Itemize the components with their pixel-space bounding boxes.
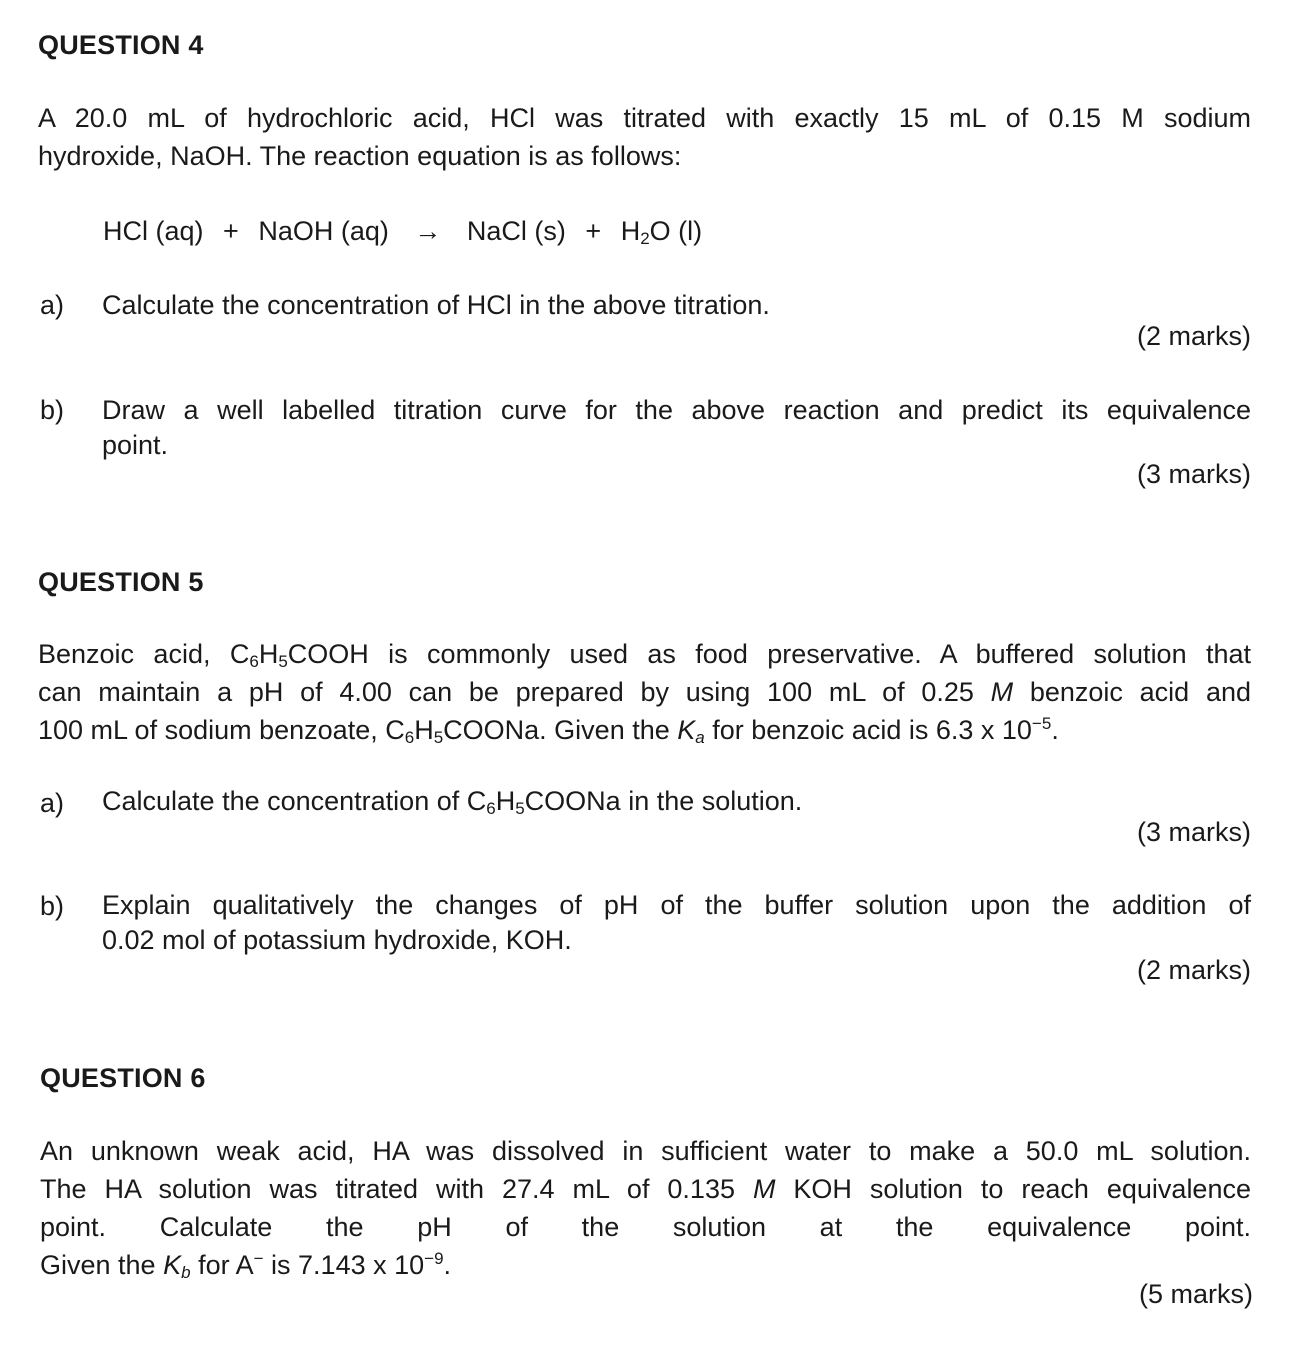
reaction-arrow: → [414,216,442,246]
question-5b-text-line-1: Explain qualitatively the changes of pH of the buffer solution upon the addition of [102,890,1251,920]
question-6-line-1: An unknown weak acid, HA was dissolved in sufficient water to make a 50.0 mL solution. [40,1136,1251,1166]
question-4b-marks: (3 marks) [1137,459,1251,489]
question-4-intro-line-1: A 20.0 mL of hydrochloric acid, HCl was titrated with exactly 15 mL of 0.15 M sodium [38,103,1251,133]
question-5a-text: Calculate the concentration of $C_6H_5COONa$ in the solution. [102,786,803,818]
question-6-heading: QUESTION 6 [40,1063,206,1093]
product-nacl: NaCl (s) [466,216,566,246]
question-4-heading: QUESTION 4 [38,30,204,60]
reaction-equation [103,216,702,247]
question-5-line-1: Benzoic acid, $C_6H_5COOH$ is commonly used as food preservative. A buffered solution that [38,639,1252,671]
reactant-naoh: NaOH (aq) [258,216,389,246]
question-5b-text-line-2: 0.02 mol of potassium hydroxide, KOH. [102,925,572,955]
question-4a-text: Calculate the concentration of HCl in the above titration. [102,290,770,320]
part-b-label: b) [40,395,65,425]
question-4b-text-line-1: Draw a well labelled titration curve for the above reaction and predict its equivalence [102,395,1251,425]
question-5-heading: QUESTION 5 [38,567,204,597]
part-a-label: a) [40,788,65,818]
question-4-intro-line-2: hydroxide, NaOH. The reaction equation is as follows: [38,141,682,171]
question-5-line-3: 100 mL of sodium benzoate, $C_6H_5COONa$. Given the $K_a$ for benzoic acid is 6.3 x $10^{-5}$. [38,714,1059,747]
part-a-label: a) [40,290,65,320]
product-water: $H_2O$ (l) [620,216,703,248]
part-b-label: b) [40,891,65,921]
reactant-hcl: HCl (aq) [103,216,204,246]
plus-sign: + [585,216,602,246]
question-6-marks: (5 marks) [1139,1279,1253,1309]
question-5-line-2: can maintain a pH of 4.00 can be prepared by using 100 mL of 0.25 M benzoic acid and [38,677,1251,707]
question-4a-marks: (2 marks) [1137,321,1251,351]
question-5b-marks: (2 marks) [1137,955,1251,985]
question-4b-text-line-2: point. [102,430,169,460]
question-6-line-2: The HA solution was titrated with 27.4 mL of 0.135 M KOH solution to reach equivalence [40,1174,1251,1204]
question-6-line-4: Given the $K_b$ for A− is 7.143 x $10^{-9}$. [40,1249,452,1282]
question-6-line-3: point. Calculate the pH of the solution at the equivalence point. [40,1212,1251,1242]
question-5a-marks: (3 marks) [1137,817,1251,847]
plus-sign: + [223,216,239,246]
